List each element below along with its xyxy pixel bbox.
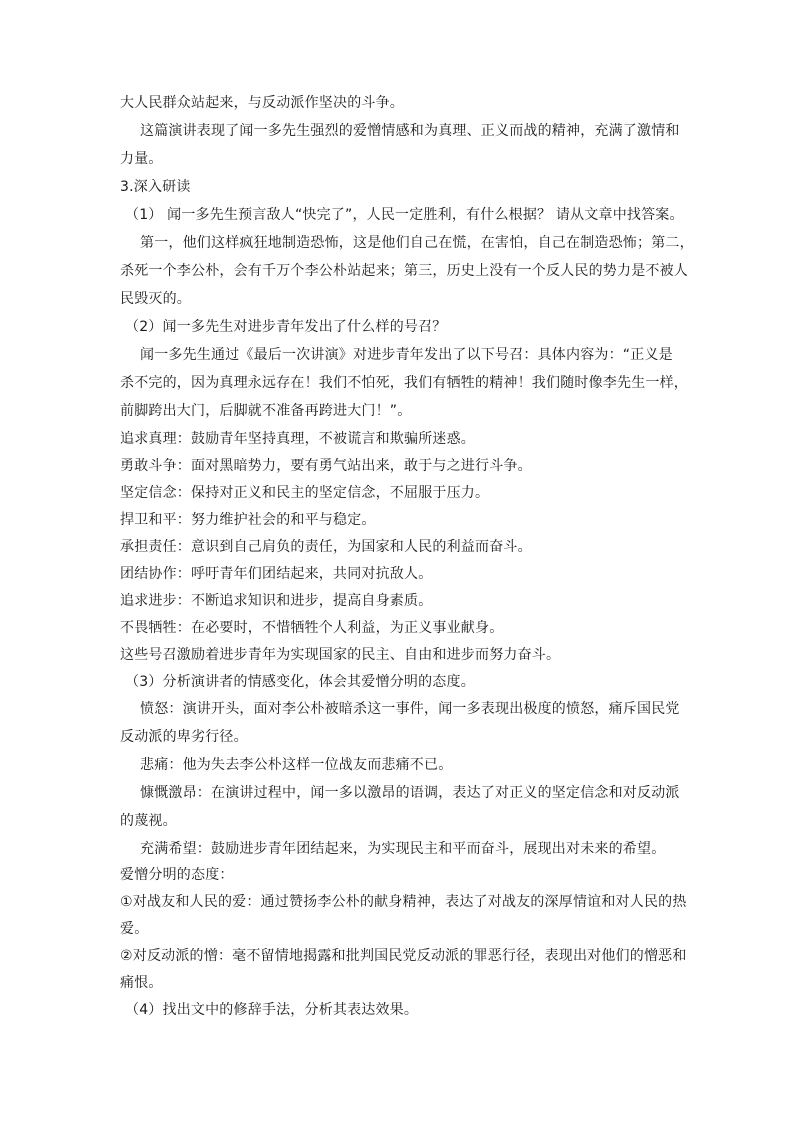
list-item: 不畏牺牲：在必要时，不惜牺牲个人利益，为正义事业献身。 [120, 620, 504, 636]
text-line: 痛恨。 [120, 975, 163, 991]
text-line: 爱憎分明的态度： [120, 867, 234, 883]
list-item: 承担责任：意识到自己肩负的责任，为国家和人民的利益而奋斗。 [120, 539, 532, 555]
text-line: 杀死一个李公朴，会有千万个李公朴站起来；第三，历史上没有一个反人民的势力是不被人 [120, 263, 688, 279]
text-line: 闻一多先生通过《最后一次讲演》对进步青年发出了以下号召：具体内容为：“正义是 [140, 347, 673, 363]
text-line: 愤怒：演讲开头，面对李公朴被暗杀这一事件，闻一多表现出极度的愤怒，痛斥国民党 [140, 701, 680, 717]
list-item: 坚定信念：保持对正义和民主的坚定信念，不屈服于压力。 [120, 485, 490, 501]
text-line: 大人民群众站起来，与反动派作坚决的斗争。 [120, 95, 404, 111]
list-item: 追求进步：不断追求知识和进步，提高自身素质。 [120, 593, 433, 609]
text-line: 民毁灭的。 [120, 291, 191, 307]
question-line: （1） 闻一多先生预言敌人“快完了”，人民一定胜利，有什么根据？ 请从文章中找答案。 [125, 207, 684, 223]
text-line: 悲痛：他为失去李公朴这样一位战友而悲痛不已。 [140, 757, 453, 773]
text-line: 第一，他们这样疯狂地制造恐怖，这是他们自己在慌，在害怕，自己在制造恐怖；第二， [140, 235, 694, 251]
question-line: （4）找出文中的修辞手法，分析其表达效果。 [125, 1002, 419, 1018]
list-item: 勇敢斗争：面对黑暗势力，要有勇气站出来，敢于与之进行斗争。 [120, 458, 532, 474]
text-line: 慷慨激昂：在演讲过程中，闻一多以激昂的语调，表达了对正义的坚定信念和对反动派 [140, 785, 680, 801]
text-line: 这些号召激励着进步青年为实现国家的民主、自由和进步而努力奋斗。 [120, 647, 561, 663]
text-line: 的蔑视。 [120, 813, 177, 829]
question-line: （2）闻一多先生对进步青年发出了什么样的号召？ [125, 319, 447, 335]
list-item: 团结协作：呼吁青年们团结起来，共同对抗敌人。 [120, 566, 433, 582]
list-item: 捍卫和平：努力维护社会的和平与稳定。 [120, 512, 376, 528]
text-line: 充满希望：鼓励进步青年团结起来，为实现民主和平而奋斗，展现出对未来的希望。 [140, 841, 666, 857]
text-line: 力量。 [120, 151, 163, 167]
text-line: 杀不完的，因为真理永远存在！我们不怕死，我们有牺牲的精神！我们随时像李先生一样， [120, 375, 688, 391]
text-line: 爱。 [120, 921, 149, 937]
list-item: ②对反动派的憎：毫不留情地揭露和批判国民党反动派的罪恶行径，表现出对他们的憎恶和 [120, 948, 687, 964]
text-line: 这篇演讲表现了闻一多先生强烈的爱憎情感和为真理、正义而战的精神，充满了激情和 [140, 123, 680, 139]
list-item: 追求真理：鼓励青年坚持真理，不被谎言和欺骗所迷惑。 [120, 431, 475, 447]
section-heading: 3.深入研读 [120, 179, 191, 195]
question-line: （3）分析演讲者的情感变化，体会其爱憎分明的态度。 [125, 674, 475, 690]
list-item: ①对战友和人民的爱：通过赞扬李公朴的献身精神，表达了对战友的深厚情谊和对人民的热 [120, 894, 687, 910]
text-line: 反动派的卑劣行径。 [120, 729, 248, 745]
text-line: 前脚跨出大门，后脚就不准备再跨进大门！”。 [120, 403, 412, 419]
